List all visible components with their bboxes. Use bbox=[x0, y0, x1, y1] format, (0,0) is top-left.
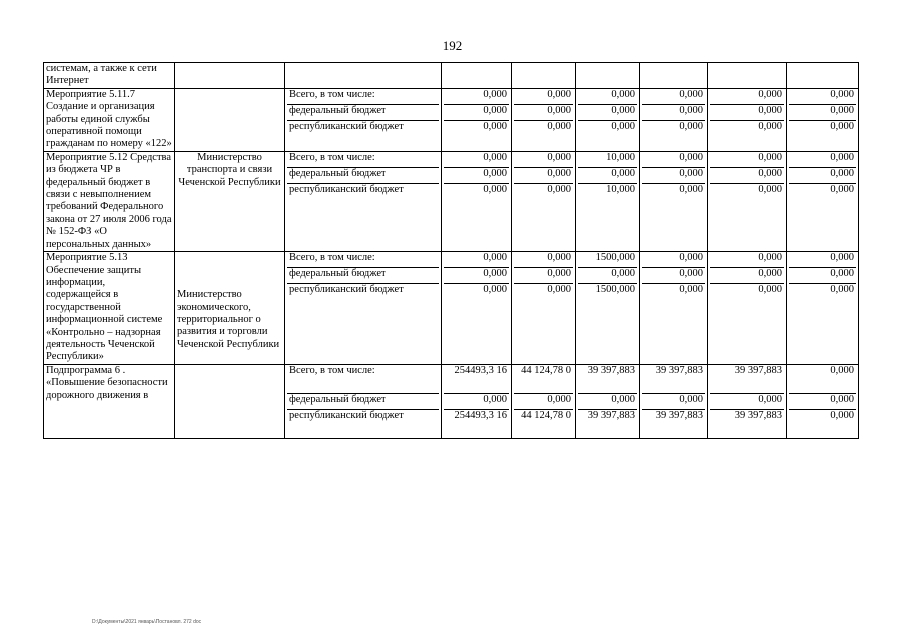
amount-value: 0,000 bbox=[830, 364, 854, 376]
amount-value: 0,000 bbox=[578, 167, 637, 183]
amount-value: 0,000 bbox=[758, 151, 782, 163]
amount-value: 0,000 bbox=[642, 283, 705, 299]
executor-cell: Министерство экономического, территориальног о развития и торговли Чеченской Республики bbox=[175, 252, 285, 365]
measure-name-cell: Мероприятие 5.13 Обеспечение защиты информации, содержащейся в государственной информационной системе «Контрольно – надзорная деятельность Чеченской Республики» bbox=[44, 252, 175, 365]
amount-value: 0,000 bbox=[444, 183, 509, 199]
table-row bbox=[44, 151, 859, 251]
amount-value: 0,000 bbox=[514, 183, 573, 199]
amount-cell bbox=[787, 88, 859, 151]
amount-value: 0,000 bbox=[710, 183, 784, 199]
funding-source-cell bbox=[285, 151, 442, 251]
funding-source-label: республиканский бюджет bbox=[287, 409, 439, 438]
funding-source-label: федеральный бюджет bbox=[287, 167, 439, 183]
amount-cell bbox=[512, 252, 576, 365]
amount-cell bbox=[576, 252, 640, 365]
amount-value: 10,000 bbox=[606, 151, 635, 163]
amount-value: 0,000 bbox=[679, 88, 703, 100]
executor-cell: Министерство транспорта и связи Чеченской Республики bbox=[175, 151, 285, 251]
amount-value: 0,000 bbox=[642, 393, 705, 409]
amount-value: 0,000 bbox=[444, 167, 509, 183]
amount-value: 0,000 bbox=[514, 120, 573, 136]
amount-value: 0,000 bbox=[547, 252, 571, 264]
table-row bbox=[44, 63, 859, 89]
amount-value: 1500,000 bbox=[595, 252, 635, 264]
amount-cell bbox=[576, 364, 640, 438]
amount-cell bbox=[512, 88, 576, 151]
amount-value: 0,000 bbox=[789, 120, 856, 136]
amount-value: 254493,3 16 bbox=[454, 364, 507, 376]
funding-source-cell bbox=[285, 252, 442, 365]
funding-source-label: республиканский бюджет bbox=[287, 283, 439, 299]
executor-cell bbox=[175, 88, 285, 151]
table-row bbox=[44, 252, 859, 365]
amount-value: 0,000 bbox=[578, 393, 637, 409]
amount-value: 0,000 bbox=[710, 393, 784, 409]
amount-value: 0,000 bbox=[789, 167, 856, 183]
amount-value: 0,000 bbox=[514, 167, 573, 183]
amount-value: 39 397,883 bbox=[578, 409, 637, 438]
amount-cell bbox=[512, 364, 576, 438]
amount-value: 39 397,883 bbox=[734, 364, 782, 376]
executor-cell bbox=[175, 63, 285, 89]
funding-source-label: республиканский бюджет bbox=[287, 183, 439, 199]
amount-cell bbox=[576, 151, 640, 251]
amount-value: 254493,3 16 bbox=[444, 409, 509, 438]
amount-value: 39 397,883 bbox=[655, 364, 703, 376]
amount-value: 0,000 bbox=[758, 252, 782, 264]
empty-cell bbox=[512, 63, 576, 89]
amount-value: 0,000 bbox=[514, 104, 573, 120]
amount-value: 0,000 bbox=[710, 283, 784, 299]
amount-cell bbox=[708, 88, 787, 151]
amount-cell bbox=[442, 252, 512, 365]
amount-value: 0,000 bbox=[710, 267, 784, 283]
empty-cell bbox=[442, 63, 512, 89]
empty-cell bbox=[787, 63, 859, 89]
measure-name-cell: Подпрограмма 6 . «Повышение безопасности дорожного движения в bbox=[44, 364, 175, 438]
amount-cell bbox=[708, 252, 787, 365]
amount-value: 0,000 bbox=[642, 267, 705, 283]
amount-cell bbox=[442, 151, 512, 251]
amount-value: 44 124,78 0 bbox=[521, 364, 571, 376]
funding-source-label: Всего, в том числе: bbox=[289, 88, 375, 100]
amount-cell bbox=[640, 252, 708, 365]
page-number: 192 bbox=[442, 38, 463, 53]
funding-source-label: республиканский бюджет bbox=[287, 120, 439, 136]
amount-value: 0,000 bbox=[444, 120, 509, 136]
amount-value: 0,000 bbox=[547, 151, 571, 163]
amount-cell bbox=[708, 151, 787, 251]
amount-value: 0,000 bbox=[758, 88, 782, 100]
amount-cell bbox=[640, 364, 708, 438]
amount-value: 44 124,78 0 bbox=[514, 409, 573, 438]
measure-name-cell: Мероприятие 5.12 Средства из бюджета ЧР в федеральный бюджет в связи с невыполнением требований Федерального закона от 27 июля 2006 года № 152-ФЗ «О персональных данных» bbox=[44, 151, 175, 251]
funding-source-label: федеральный бюджет bbox=[287, 267, 439, 283]
empty-cell bbox=[640, 63, 708, 89]
amount-value: 0,000 bbox=[830, 88, 854, 100]
file-path-footer: D:\Документы\2021 январь\Постановл. 272 doc bbox=[92, 619, 202, 625]
amount-value: 0,000 bbox=[483, 252, 507, 264]
amount-value: 0,000 bbox=[444, 104, 509, 120]
amount-cell bbox=[640, 151, 708, 251]
amount-cell bbox=[512, 151, 576, 251]
amount-cell bbox=[442, 88, 512, 151]
measure-name-cell: системам, а также к сети Интернет bbox=[44, 63, 175, 89]
table-row bbox=[44, 88, 859, 151]
amount-cell bbox=[576, 88, 640, 151]
amount-value: 0,000 bbox=[444, 267, 509, 283]
funding-source-cell bbox=[285, 364, 442, 438]
amount-value: 39 397,883 bbox=[642, 409, 705, 438]
amount-value: 0,000 bbox=[789, 393, 856, 409]
amount-value: 0,000 bbox=[710, 167, 784, 183]
empty-cell bbox=[708, 63, 787, 89]
amount-value: 0,000 bbox=[578, 120, 637, 136]
amount-value: 0,000 bbox=[789, 409, 856, 438]
amount-value: 0,000 bbox=[789, 183, 856, 199]
amount-value: 0,000 bbox=[789, 104, 856, 120]
executor-cell bbox=[175, 364, 285, 438]
amount-value: 0,000 bbox=[642, 167, 705, 183]
funding-table bbox=[43, 62, 859, 439]
amount-value: 39 397,883 bbox=[710, 409, 784, 438]
funding-source-label: Всего, в том числе: bbox=[289, 151, 375, 163]
amount-value: 0,000 bbox=[578, 104, 637, 120]
amount-value: 0,000 bbox=[514, 393, 573, 409]
amount-cell bbox=[640, 88, 708, 151]
funding-source-label: Всего, в том числе: bbox=[289, 252, 375, 264]
amount-value: 0,000 bbox=[444, 393, 509, 409]
amount-cell bbox=[708, 364, 787, 438]
funding-source-label: Всего, в том числе: bbox=[289, 364, 375, 376]
amount-value: 39 397,883 bbox=[587, 364, 635, 376]
amount-cell bbox=[787, 252, 859, 365]
funding-source-label: федеральный бюджет bbox=[287, 104, 439, 120]
funding-source-label: федеральный бюджет bbox=[287, 393, 439, 409]
amount-value: 0,000 bbox=[514, 283, 573, 299]
amount-value: 0,000 bbox=[679, 252, 703, 264]
amount-value: 0,000 bbox=[830, 252, 854, 264]
empty-cell bbox=[285, 63, 442, 89]
amount-value: 0,000 bbox=[578, 267, 637, 283]
table-row bbox=[44, 364, 859, 438]
amount-value: 0,000 bbox=[710, 120, 784, 136]
amount-value: 1500,000 bbox=[578, 283, 637, 299]
amount-value: 0,000 bbox=[444, 283, 509, 299]
empty-cell bbox=[576, 63, 640, 89]
measure-name-cell: Мероприятие 5.11.7 Создание и организация работы единой службы оперативной помощи гражданам по номеру «122» bbox=[44, 88, 175, 151]
funding-source-cell bbox=[285, 88, 442, 151]
amount-value: 0,000 bbox=[789, 267, 856, 283]
amount-value: 0,000 bbox=[547, 88, 571, 100]
amount-value: 0,000 bbox=[679, 151, 703, 163]
amount-cell bbox=[442, 364, 512, 438]
amount-cell bbox=[787, 151, 859, 251]
amount-value: 10,000 bbox=[578, 183, 637, 199]
amount-value: 0,000 bbox=[642, 183, 705, 199]
amount-value: 0,000 bbox=[642, 120, 705, 136]
amount-value: 0,000 bbox=[611, 88, 635, 100]
amount-value: 0,000 bbox=[789, 283, 856, 299]
amount-value: 0,000 bbox=[830, 151, 854, 163]
amount-value: 0,000 bbox=[483, 151, 507, 163]
amount-value: 0,000 bbox=[642, 104, 705, 120]
amount-cell bbox=[787, 364, 859, 438]
amount-value: 0,000 bbox=[514, 267, 573, 283]
amount-value: 0,000 bbox=[710, 104, 784, 120]
amount-value: 0,000 bbox=[483, 88, 507, 100]
